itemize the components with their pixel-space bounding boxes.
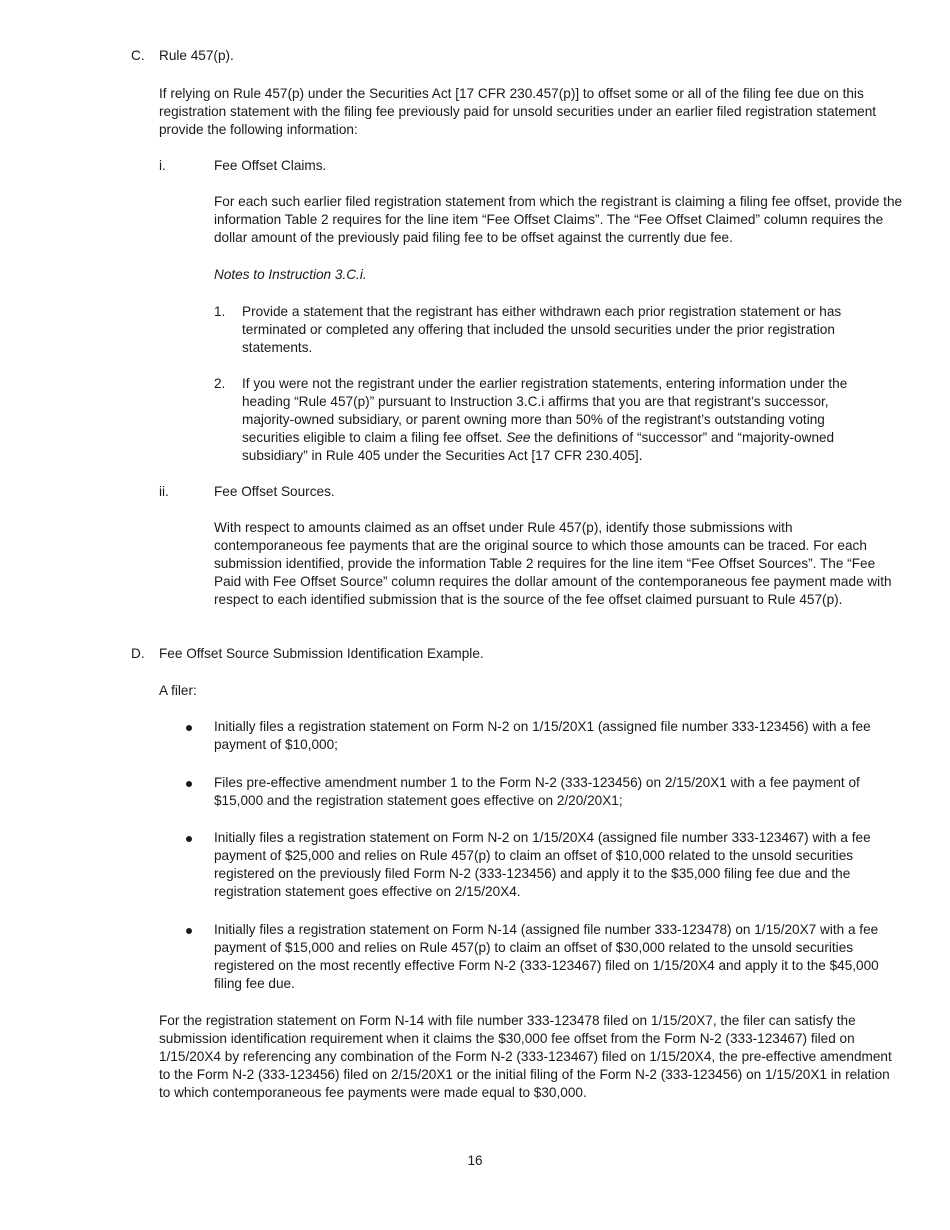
- bullet-item-4: Initially files a registration statement on Form N-14 (assigned file number 333-123478) on 1/15/20X7 with a fee payment of $15,000 and relies on Rule 457(p) to claim an offset of $30,000 related to the unsold securities registered on the most recently effective Form N-2 (333-123467) filed on 1/15/20X4 and apply it to the $45,000 filing fee due.: [214, 922, 879, 991]
- note-1-number: 1.: [214, 304, 226, 319]
- item-ii-numeral: ii.: [159, 484, 169, 499]
- bullet-icon: [186, 781, 192, 787]
- item-i-title: Fee Offset Claims.: [214, 158, 327, 173]
- section-d-closing: For the registration statement on Form N-14 with file number 333-123478 filed on 1/15/20X7, the filer can satisfy the submission identification requirement when it claims the $30,000 fee offset from the Form N-2 (333-123467) filed on 1/15/20X4 by referencing any combination of the Form N-2 (333-123467) filed on 1/15/20X4, the pre-effective amendment to the Form N-2 (333-123456) filed on 2/15/20X1 or the initial filing of the Form N-2 (333-123456) on 1/15/20X1 in relation to which contemporaneous fee payments were made equal to $30,000.: [159, 1013, 892, 1100]
- page-number: 16: [467, 1153, 483, 1168]
- section-c-intro: If relying on Rule 457(p) under the Securities Act [17 CFR 230.457(p)] to offset some or all of the filing fee due on this registration statement with the filing fee previously paid for unsold securities under an earlier filed registration statement provide the following information:: [159, 86, 877, 137]
- note-2-number: 2.: [214, 376, 226, 391]
- section-d-title: Fee Offset Source Submission Identification Example.: [159, 646, 484, 661]
- item-ii-body: With respect to amounts claimed as an offset under Rule 457(p), identify those submissions with contemporaneous fee payments that are the original source to which those amounts can be traced. For each submission identified, provide the information Table 2 requires for the line item “Fee Offset Sources”. The “Fee Paid with Fee Offset Source” column requires the dollar amount of the contemporaneous fee payment made with respect to each identified submission that is the source of the fee offset claimed pursuant to Rule 457(p).: [214, 520, 892, 607]
- section-d-letter: D.: [131, 646, 145, 661]
- item-i-body: For each such earlier filed registration statement from which the registrant is claiming a filing fee offset, provide the information Table 2 requires for the line item “Fee Offset Claims”. The “Fee Offset Claimed” column requires the dollar amount of the previously paid filing fee to be offset against the currently due fee.: [214, 194, 903, 245]
- note-1-text: Provide a statement that the registrant has either withdrawn each prior registration statement or has terminated or completed any offering that included the unsold securities under the prior registration statements.: [242, 304, 842, 355]
- bullet-icon: [186, 928, 192, 934]
- bullet-icon: [186, 725, 192, 731]
- bullet-item-1: Initially files a registration statement on Form N-2 on 1/15/20X1 (assigned file number 333-123456) with a fee payment of $10,000;: [214, 719, 871, 752]
- notes-heading: Notes to Instruction 3.C.i.: [214, 267, 367, 282]
- section-c-title: Rule 457(p).: [159, 48, 234, 63]
- section-c-letter: C.: [131, 48, 145, 63]
- note-2-text-post: the definitions of “successor” and “majority-owned subsidiary” in Rule 405 under the Securities Act [17 CFR 230.405].: [242, 430, 835, 463]
- section-d-lead: A filer:: [159, 683, 197, 698]
- bullet-item-3: Initially files a registration statement on Form N-2 on 1/15/20X4 (assigned file number 333-123467) with a fee payment of $25,000 and relies on Rule 457(p) to claim an offset of $10,000 related to the unsold securities registered on the previously filed Form N-2 (333-123456) and apply it to the $35,000 filing fee due and the registration statement goes effective on 2/15/20X4.: [214, 830, 871, 899]
- bullet-icon: [186, 836, 192, 842]
- item-i-numeral: i.: [159, 158, 166, 173]
- note-2-text: [242, 375, 882, 465]
- bullet-item-2: Files pre-effective amendment number 1 to the Form N-2 (333-123456) on 2/15/20X1 with a fee payment of $15,000 and the registration statement goes effective on 2/20/20X1;: [214, 775, 860, 808]
- item-ii-title: Fee Offset Sources.: [214, 484, 335, 499]
- note-2-text-pre: If you were not the registrant under the earlier registration statements, entering information under the heading “Rule 457(p)” pursuant to Instruction 3.C.i affirms that you are that registrant’s successor, majority-owned subsidiary, or parent owning more than 50% of the registrant’s outstanding voting securities eligible to claim a filing fee offset.: [242, 376, 848, 445]
- note-2-see: See: [506, 430, 531, 445]
